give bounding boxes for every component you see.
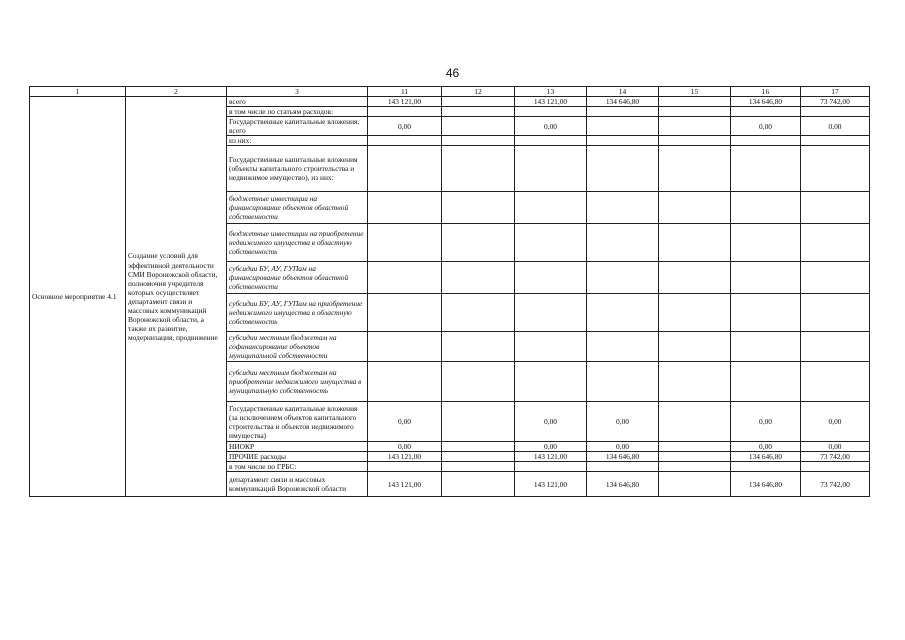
header-cell: 13 (515, 87, 587, 97)
value-cell (801, 146, 870, 192)
value-cell: 143 121,00 (368, 97, 442, 107)
value-cell: 143 121,00 (368, 452, 442, 462)
value-cell (368, 362, 442, 402)
value-cell (659, 192, 731, 224)
value-cell (515, 462, 587, 472)
value-cell (442, 262, 515, 294)
value-cell (442, 146, 515, 192)
value-cell: 73 742,00 (801, 472, 870, 497)
expense-label-cell: субсидии БУ, АУ, ГУПам на приобретение недвижимого имущества в областную собственность (227, 294, 368, 332)
value-cell: 0,00 (731, 117, 801, 136)
value-cell (368, 332, 442, 362)
value-cell (587, 462, 659, 472)
value-cell (801, 262, 870, 294)
value-cell: 0,00 (515, 117, 587, 136)
value-cell (587, 192, 659, 224)
measure-description-cell: Создание условий для эффективной деятельности СМИ Воронежской области, полномочия учредителя которых осуществляет департамент связи и массовых коммуникаций Воронежской области, а также их развитие, модернизация, продвижение (126, 97, 227, 497)
expense-label-cell: всего (227, 97, 368, 107)
value-cell (515, 332, 587, 362)
value-cell (442, 402, 515, 442)
value-cell (659, 462, 731, 472)
expense-label-cell: в том числе по ГРБС: (227, 462, 368, 472)
value-cell (801, 462, 870, 472)
value-cell: 134 646,80 (587, 452, 659, 462)
value-cell (659, 107, 731, 117)
value-cell (659, 294, 731, 332)
value-cell: 134 646,80 (587, 472, 659, 497)
value-cell (368, 136, 442, 146)
value-cell (587, 294, 659, 332)
value-cell (368, 224, 442, 262)
expense-label-cell: Государственные капитальные вложения (за исключением объектов капитального строительства и объектов недвижимого имущества) (227, 402, 368, 442)
value-cell (659, 472, 731, 497)
value-cell (515, 136, 587, 146)
value-cell: 0,00 (731, 402, 801, 442)
expense-label-cell: из них: (227, 136, 368, 146)
value-cell (442, 462, 515, 472)
value-cell (442, 332, 515, 362)
value-cell: 134 646,80 (731, 452, 801, 462)
value-cell (515, 107, 587, 117)
value-cell (587, 146, 659, 192)
value-cell (731, 146, 801, 192)
value-cell: 0,00 (368, 117, 442, 136)
value-cell (587, 117, 659, 136)
value-cell: 0,00 (368, 442, 442, 452)
value-cell (801, 224, 870, 262)
value-cell (731, 136, 801, 146)
value-cell (659, 442, 731, 452)
value-cell (442, 362, 515, 402)
value-cell (587, 332, 659, 362)
value-cell (731, 332, 801, 362)
value-cell (515, 146, 587, 192)
value-cell: 0,00 (368, 402, 442, 442)
value-cell (368, 107, 442, 117)
expense-label-cell: субсидии местным бюджетам на приобретение недвижимого имущества в муниципальную собственность (227, 362, 368, 402)
value-cell (442, 442, 515, 452)
value-cell (659, 136, 731, 146)
expense-label-cell: НИОКР (227, 442, 368, 452)
header-cell: 11 (368, 87, 442, 97)
value-cell: 0,00 (801, 442, 870, 452)
value-cell (587, 362, 659, 402)
value-cell (442, 224, 515, 262)
value-cell (442, 452, 515, 462)
expense-label-cell: в том числе по статьям расходов: (227, 107, 368, 117)
value-cell (659, 262, 731, 294)
value-cell (368, 262, 442, 294)
header-row (30, 87, 870, 97)
expense-label-cell: субсидии местным бюджетам на софинансирование объектов муниципальной собственности (227, 332, 368, 362)
value-cell (731, 107, 801, 117)
header-cell: 14 (587, 87, 659, 97)
page-number: 46 (445, 66, 460, 80)
value-cell: 0,00 (731, 442, 801, 452)
value-cell: 143 121,00 (515, 472, 587, 497)
value-cell (368, 192, 442, 224)
value-cell: 143 121,00 (368, 472, 442, 497)
value-cell (731, 362, 801, 402)
value-cell: 73 742,00 (801, 97, 870, 107)
value-cell: 0,00 (587, 402, 659, 442)
header-cell: 15 (659, 87, 731, 97)
expense-label-cell: Государственные капитальные вложения (объекты капитального строительства и недвижимое имущество), из них: (227, 146, 368, 192)
value-cell (515, 192, 587, 224)
value-cell: 73 742,00 (801, 452, 870, 462)
value-cell (587, 107, 659, 117)
value-cell: 143 121,00 (515, 97, 587, 107)
value-cell (515, 294, 587, 332)
value-cell: 0,00 (801, 117, 870, 136)
value-cell: 143 121,00 (515, 452, 587, 462)
header-cell: 12 (442, 87, 515, 97)
value-cell (442, 97, 515, 107)
value-cell (442, 107, 515, 117)
value-cell (587, 262, 659, 294)
expense-label-cell: бюджетные инвестиции на приобретение недвижимого имущества в областную собственность (227, 224, 368, 262)
value-cell: 0,00 (515, 402, 587, 442)
value-cell (659, 224, 731, 262)
value-cell (515, 262, 587, 294)
value-cell (587, 224, 659, 262)
value-cell (442, 136, 515, 146)
value-cell (801, 362, 870, 402)
header-cell: 2 (126, 87, 227, 97)
expense-label-cell: субсидии БУ, АУ, ГУПам на финансирование объектов областной собственности (227, 262, 368, 294)
value-cell: 134 646,80 (587, 97, 659, 107)
measure-cell: Основное мероприятие 4.1 (30, 97, 126, 497)
value-cell: 0,00 (515, 442, 587, 452)
value-cell (659, 362, 731, 402)
value-cell (801, 136, 870, 146)
value-cell (659, 117, 731, 136)
value-cell: 134 646,80 (731, 97, 801, 107)
budget-table (29, 86, 870, 497)
value-cell (659, 402, 731, 442)
value-cell (801, 332, 870, 362)
value-cell (659, 97, 731, 107)
value-cell (368, 462, 442, 472)
value-cell (659, 332, 731, 362)
value-cell (659, 452, 731, 462)
table-row (30, 97, 870, 107)
value-cell (442, 192, 515, 224)
value-cell (442, 117, 515, 136)
value-cell (801, 192, 870, 224)
value-cell (515, 362, 587, 402)
value-cell (731, 224, 801, 262)
header-cell: 1 (30, 87, 126, 97)
expense-label-cell: ПРОЧИЕ расходы (227, 452, 368, 462)
value-cell (442, 294, 515, 332)
value-cell (515, 224, 587, 262)
value-cell (587, 136, 659, 146)
expense-label-cell: Государственные капитальные вложения, всего (227, 117, 368, 136)
header-cell: 17 (801, 87, 870, 97)
value-cell: 0,00 (587, 442, 659, 452)
expense-label-cell: департамент связи и массовых коммуникаций Воронежской области (227, 472, 368, 497)
header-cell: 3 (227, 87, 368, 97)
value-cell (731, 294, 801, 332)
value-cell (801, 294, 870, 332)
value-cell: 0,00 (801, 402, 870, 442)
value-cell (731, 262, 801, 294)
value-cell (368, 294, 442, 332)
header-cell: 16 (731, 87, 801, 97)
value-cell (731, 462, 801, 472)
value-cell (801, 107, 870, 117)
value-cell (731, 192, 801, 224)
value-cell: 134 646,80 (731, 472, 801, 497)
value-cell (659, 146, 731, 192)
expense-label-cell: бюджетные инвестиции на финансирование объектов областной собственности (227, 192, 368, 224)
value-cell (368, 146, 442, 192)
value-cell (442, 472, 515, 497)
